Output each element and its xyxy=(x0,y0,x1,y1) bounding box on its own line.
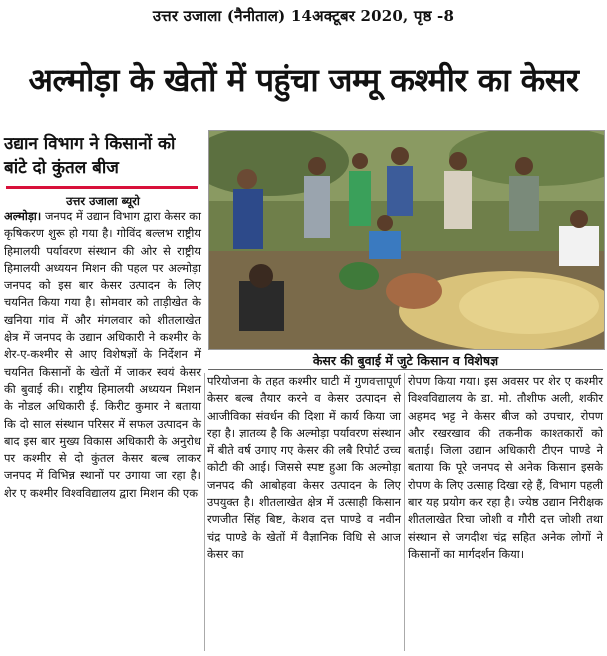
accent-rule xyxy=(6,186,198,189)
article-column-2 xyxy=(207,373,401,563)
farmers-photo-illustration xyxy=(209,131,604,349)
column-divider xyxy=(204,373,205,651)
subheadline: उद्यान विभाग ने किसानों को बांटे दो कुंतल बीज xyxy=(4,134,176,178)
page-dateline: उत्तर उजाला (नैनीताल) 14अक्टूबर 2020, पृष्ठ -8 xyxy=(152,7,455,25)
headline: अल्मोड़ा के खेतों में पहुंचा जम्मू कश्मीर का केसर xyxy=(28,61,579,99)
column-2-text: परियोजना के तहत कश्मीर घाटी में गुणवत्तापूर्ण केसर बल्ब तैयार करने व केसर उत्पादन से आजीविका संवर्धन की दिशा में कार्य किया जा रहा है। ज्ञातव्य है कि अल्मोड़ा पर्यावरण संस्थान में बीते वर्ष उगाए गए केसर की लबै रिपोर्ट उच्च कोटी की आई। जिससे स्पष्ट हुआ कि अल्मोड़ा जनपद की आबोहवा केसर उत्पादन के लिए उपयुक्त है। शीतलाखेत क्षेत्र में उत्साही किसान रणजीत सिंह बिष्ट, केशव दत्त पाण्डे व नवीन चंद्र पाण्डे के खेतों में वैज्ञानिक विधि से आज केसर का xyxy=(207,374,401,561)
column-3-text: रोपण किया गया। इस अवसर पर शेर ए कश्मीर विश्वविद्यालय के डा. मो. तौशीफ अली, शकीर अहमद भट्ट ने केसर बीज को उपचार, रोपण और रखरखाव की तकनीक काश्तकारों को बताई। जिला उद्यान अधिकारी टीएन पाण्डे ने बताया कि पूरे जनपद से अनेक किसान इसके रोपण के लिए उत्साह दिखा रहे हैं, विभाग पहली बार यह प्रयोग कर रहा है। ज्येष्ठ उद्यान निरीक्षक शीतलाखेत रिचा जोशी व गौरी दत्त जोशी तथा संस्थान से जगदीश चंद्र सहित अनेक लोगों ने किसानों का मार्गदर्शन किया। xyxy=(408,374,603,561)
photo-caption: केसर की बुवाई में जुटे किसान व विशेषज्ञ xyxy=(312,353,499,368)
column-1-text: जनपद में उद्यान विभाग द्वारा केसर का कृषिकरण शुरू हो गया है। गोविंद बल्लभ राष्ट्रीय हिमालयी पर्यावरण संस्थान की ओर से राष्ट्रीय हिमालयी अध्ययन मिशन की पहल पर अल्मोड़ा जनपद को इस बार केसर उत्पादन के लिए चयनित किया गया है। सोमवार को ताड़ीखेत के खनिया गांव में और मंगलवार को शीतलाखेत क्षेत्र में जनपद के उद्यान अधिकारी ने कश्मीर के शेर-ए-कश्मीर से आए विशेषज्ञों के निर्देशन में चयनित किसानों के खेतों में जाकर स्वयं केसर की बुवाई की। राष्ट्रीय हिमालयी अध्ययन मिशन के नोडल अधिकारी ई. किरीट कुमार ने बताया कि दो साल संस्थान परिसर में सफल उत्पादन के बाद इस बार मुख्य विकास अधिकारी के अनुरोध पर कश्मीर से दो कुंतल केसर बल्ब लाकर जनपद में विभिन्न स्थानों पर उगाया जा रहा है। शेर ए कश्मीर विश्वविद्यालय द्वारा मिशन की एक xyxy=(4,209,201,500)
dateline-place: अल्मोड़ा। xyxy=(4,209,42,223)
article-column-3 xyxy=(408,373,603,563)
byline: उत्तर उजाला ब्यूरो xyxy=(66,194,140,208)
news-photo xyxy=(208,130,605,350)
column-divider xyxy=(404,373,405,651)
caption-divider xyxy=(208,369,603,370)
article-column-1 xyxy=(4,208,201,502)
